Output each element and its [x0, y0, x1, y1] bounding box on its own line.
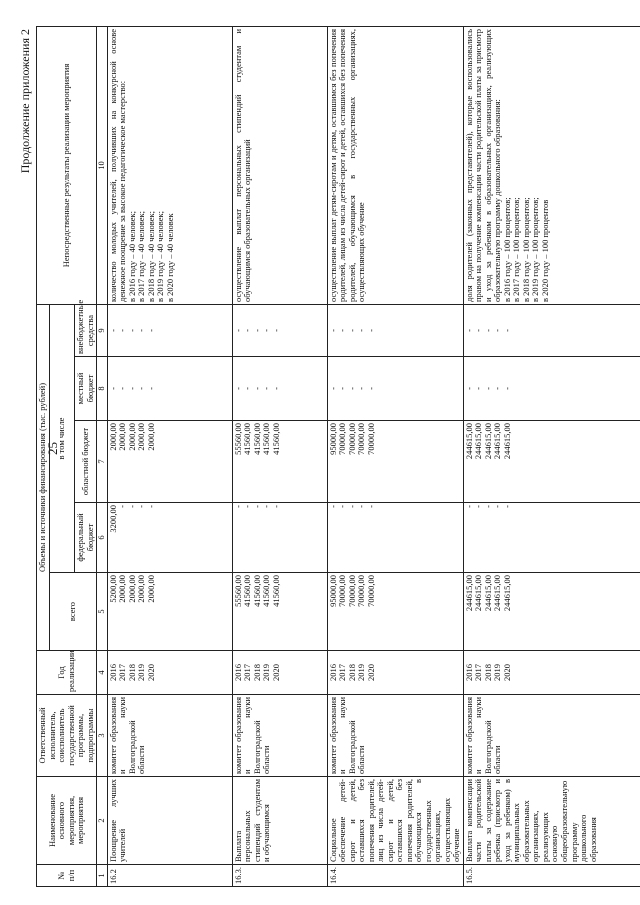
header-federal: федеральный бюджет	[75, 503, 97, 573]
total-value: 70000,00	[365, 575, 376, 607]
total-value: 70000,00	[337, 575, 348, 607]
header-name: Наименование основного мероприятия, мероприятия	[37, 777, 97, 865]
total-value: 244615,00	[501, 575, 512, 612]
federal-value: -	[251, 505, 262, 508]
federal-value: -	[365, 505, 376, 508]
activity-name: Поощрение лучших учителей	[107, 777, 232, 865]
cell-extra	[232, 305, 327, 357]
regional-value: 244615,00	[463, 423, 474, 460]
local-value: -	[136, 387, 147, 390]
activity-name: Выплата персональных стипендий студентам и обучающимся	[232, 777, 327, 865]
total-value: 2000,00	[117, 575, 128, 603]
cell-federal	[327, 503, 463, 573]
header-year: Год реализации	[37, 651, 97, 695]
cell-regional	[327, 421, 463, 503]
years-value: 2019	[261, 664, 272, 681]
result-line: в 2017 году – 40 человек;	[136, 210, 147, 302]
federal-value: -	[232, 505, 243, 508]
regional-value: 55560,00	[232, 423, 243, 455]
cell-extra	[107, 305, 232, 357]
continuation-title: Продолжение приложения 2	[18, 29, 32, 174]
federal-value: -	[492, 505, 503, 508]
years-value: 2019	[492, 664, 503, 681]
rotated-page-content	[18, 27, 628, 887]
years-value: 2018	[482, 664, 493, 681]
local-value: -	[126, 387, 137, 390]
cell-federal	[107, 503, 232, 573]
cell-total	[463, 573, 640, 651]
years-value: 2020	[501, 664, 512, 681]
total-value: 55560,00	[232, 575, 243, 607]
federal-value: -	[346, 505, 357, 508]
result-line: в 2016 году – 100 процентов;	[501, 197, 512, 302]
local-value: -	[242, 387, 253, 390]
years-value: 2016	[327, 664, 338, 681]
header-extra: внебюджетные средства	[75, 305, 97, 357]
result-line: в 2016 году – 40 человек;	[126, 210, 137, 302]
header-volumes: Объемы и источники финансирования (тыс. рублей)	[37, 305, 50, 651]
result-line: в 2018 году – 100 процентов;	[520, 197, 531, 302]
years-value: 2019	[136, 664, 147, 681]
cell-years	[232, 651, 327, 695]
table-row	[107, 27, 232, 887]
page-number: 25	[45, 442, 60, 455]
table-body	[97, 27, 640, 887]
row-number: 16.4.	[327, 865, 463, 887]
extra-value: -	[261, 329, 272, 332]
regional-value: 2000,00	[136, 423, 147, 451]
total-value: 244615,00	[463, 575, 474, 612]
cell-years	[463, 651, 640, 695]
total-value: 2000,00	[126, 575, 137, 603]
col-number: 4	[97, 651, 108, 695]
federal-value: -	[482, 505, 493, 508]
total-value: 41560,00	[251, 575, 262, 607]
regional-value: 70000,00	[337, 423, 348, 455]
col-number: 7	[97, 421, 108, 503]
result-line: в 2019 году – 100 процентов;	[530, 197, 541, 302]
results	[107, 27, 232, 305]
federal-value: -	[242, 505, 253, 508]
cell-years	[107, 651, 232, 695]
extra-value: -	[365, 329, 376, 332]
extra-value: -	[327, 329, 338, 332]
federal-value: -	[145, 505, 156, 508]
header-num: № п/п	[37, 865, 97, 887]
regional-value: 244615,00	[482, 423, 493, 460]
years-value: 2016	[463, 664, 474, 681]
extra-value: -	[251, 329, 262, 332]
result-line: осуществление выплат персональных стипендий студентам и обучающимся образовательных организаций	[232, 29, 253, 302]
years-value: 2017	[117, 664, 128, 681]
local-value: -	[337, 387, 348, 390]
extra-value: -	[242, 329, 253, 332]
extra-value: -	[463, 329, 474, 332]
regional-value: 70000,00	[365, 423, 376, 455]
local-value: -	[107, 387, 118, 390]
years-value: 2019	[356, 664, 367, 681]
executor: комитет образования и науки Волгоградской области	[327, 695, 463, 777]
regional-value: 2000,00	[126, 423, 137, 451]
regional-value: 95000,00	[327, 423, 338, 455]
years-value: 2018	[251, 664, 262, 681]
results	[463, 27, 640, 305]
cell-federal	[232, 503, 327, 573]
local-value: -	[261, 387, 272, 390]
total-value: 70000,00	[346, 575, 357, 607]
total-value: 244615,00	[473, 575, 484, 612]
results	[327, 27, 463, 305]
row-number: 16.2	[107, 865, 232, 887]
result-line: в 2017 году – 100 процентов;	[511, 197, 522, 302]
federal-value: -	[117, 505, 128, 508]
federal-value: -	[327, 505, 338, 508]
federal-value: -	[136, 505, 147, 508]
extra-value: -	[136, 329, 147, 332]
total-value: 244615,00	[492, 575, 503, 612]
local-value: -	[117, 387, 128, 390]
result-line: в 2020 году – 100 процентов	[539, 199, 550, 302]
regional-value: 41560,00	[251, 423, 262, 455]
years-value: 2020	[270, 664, 281, 681]
result-line: в 2019 году – 40 человек;	[155, 210, 166, 302]
total-value: 41560,00	[261, 575, 272, 607]
cell-total	[232, 573, 327, 651]
col-number: 9	[97, 305, 108, 357]
col-number: 5	[97, 573, 108, 651]
cell-regional	[463, 421, 640, 503]
federal-value: -	[126, 505, 137, 508]
extra-value: -	[117, 329, 128, 332]
result-line: доля родителей (законных представителей), которые воспользовались правом на получение компенсации части родительской платы за присмотр и уход за ребенком в образовательных организациях, реализующих образовательную программу дошкольного образования:	[463, 29, 503, 302]
years-value: 2020	[145, 664, 156, 681]
local-value: -	[356, 387, 367, 390]
extra-value: -	[107, 329, 118, 332]
local-value: -	[346, 387, 357, 390]
cell-total	[107, 573, 232, 651]
col-number: 2	[97, 777, 108, 865]
local-value: -	[145, 387, 156, 390]
local-value: -	[365, 387, 376, 390]
regional-value: 244615,00	[492, 423, 503, 460]
header-regional: областной бюджет	[75, 421, 97, 503]
regional-value: 2000,00	[145, 423, 156, 451]
result-line: количество молодых учителей, получивших на конкурсной основе денежное поощрение за высокое педагогическое мастерство:	[107, 29, 128, 302]
years-value: 2020	[365, 664, 376, 681]
result-line: в 2018 году – 40 человек;	[145, 210, 156, 302]
funding-table	[36, 26, 640, 887]
local-value: -	[501, 387, 512, 390]
extra-value: -	[473, 329, 484, 332]
total-value: 41560,00	[270, 575, 281, 607]
executor: комитет образования и науки Волгоградской области	[232, 695, 327, 777]
regional-value: 244615,00	[473, 423, 484, 460]
local-value: -	[473, 387, 484, 390]
extra-value: -	[482, 329, 493, 332]
executor: комитет образования и науки Волгоградской области	[463, 695, 640, 777]
years-value: 2018	[126, 664, 137, 681]
years-value: 2016	[232, 664, 243, 681]
result-line: осуществление выплат детям-сиротам и детям, оставшимся без попечения родителей, лицам из числа детей-сирот и детей, оставшихся без попечения родителей, обучающимся в государственных организациях, осуществляющих обучение	[327, 29, 367, 302]
activity-name: Выплата компенсации части родительской платы за содержание ребенка (присмотр и уход за ребенком) в муниципальных образовательных организациях, реализующих основную общеобразовательную программу дошкольного образования	[463, 777, 640, 865]
extra-value: -	[126, 329, 137, 332]
total-value: 5200,00	[107, 575, 118, 603]
extra-value: -	[145, 329, 156, 332]
federal-value: -	[356, 505, 367, 508]
extra-value: -	[270, 329, 281, 332]
row-number: 16.3.	[232, 865, 327, 887]
table-row	[463, 27, 640, 887]
total-value: 2000,00	[145, 575, 156, 603]
local-value: -	[492, 387, 503, 390]
federal-value: -	[463, 505, 474, 508]
header-results: Непосредственные результаты реализации мероприятия	[37, 27, 97, 305]
regional-value: 70000,00	[346, 423, 357, 455]
header-incl: в том числе	[49, 305, 75, 573]
total-value: 2000,00	[136, 575, 147, 603]
federal-value: -	[261, 505, 272, 508]
regional-value: 70000,00	[356, 423, 367, 455]
row-number: 16.5.	[463, 865, 640, 887]
extra-value: -	[232, 329, 243, 332]
extra-value: -	[337, 329, 348, 332]
regional-value: 41560,00	[270, 423, 281, 455]
regional-value: 2000,00	[117, 423, 128, 451]
column-number-row	[97, 27, 108, 887]
col-number: 1	[97, 865, 108, 887]
regional-value: 244615,00	[501, 423, 512, 460]
cell-federal	[463, 503, 640, 573]
years-value: 2017	[337, 664, 348, 681]
activity-name: Социальное обеспечение детей-сирот и детей, оставшихся без попечения родителей, лиц из числа детей-сирот и детей, оставшихся без попечения родителей, обучающихся в государственных организациях, осуществляющих обучение	[327, 777, 463, 865]
table-row	[327, 27, 463, 887]
cell-total	[327, 573, 463, 651]
cell-local	[232, 357, 327, 421]
col-number: 3	[97, 695, 108, 777]
cell-extra	[327, 305, 463, 357]
federal-value: -	[337, 505, 348, 508]
extra-value: -	[501, 329, 512, 332]
years-value: 2018	[346, 664, 357, 681]
cell-regional	[107, 421, 232, 503]
total-value: 95000,00	[327, 575, 338, 607]
cell-regional	[232, 421, 327, 503]
local-value: -	[327, 387, 338, 390]
total-value: 70000,00	[356, 575, 367, 607]
federal-value: -	[501, 505, 512, 508]
local-value: -	[270, 387, 281, 390]
cell-local	[463, 357, 640, 421]
cell-local	[327, 357, 463, 421]
total-value: 244615,00	[482, 575, 493, 612]
extra-value: -	[346, 329, 357, 332]
col-number: 6	[97, 503, 108, 573]
header-executor: Ответственный исполнитель, соисполнитель государственной программы, подпрограммы	[37, 695, 97, 777]
table-row	[232, 27, 327, 887]
years-value: 2017	[473, 664, 484, 681]
regional-value: 41560,00	[261, 423, 272, 455]
total-value: 41560,00	[242, 575, 253, 607]
federal-value: 3200,00	[107, 505, 118, 533]
results	[232, 27, 327, 305]
col-number: 8	[97, 357, 108, 421]
col-number: 10	[97, 27, 108, 305]
header-local: местный бюджет	[75, 357, 97, 421]
result-line: в 2020 году – 40 человек	[164, 213, 175, 302]
cell-extra	[463, 305, 640, 357]
federal-value: -	[473, 505, 484, 508]
years-value: 2016	[107, 664, 118, 681]
cell-years	[327, 651, 463, 695]
local-value: -	[463, 387, 474, 390]
executor: комитет образования и науки Волгоградской области	[107, 695, 232, 777]
extra-value: -	[356, 329, 367, 332]
local-value: -	[251, 387, 262, 390]
federal-value: -	[270, 505, 281, 508]
years-value: 2017	[242, 664, 253, 681]
local-value: -	[232, 387, 243, 390]
regional-value: 2000,00	[107, 423, 118, 451]
cell-local	[107, 357, 232, 421]
regional-value: 41560,00	[242, 423, 253, 455]
local-value: -	[482, 387, 493, 390]
extra-value: -	[492, 329, 503, 332]
header-total: всего	[49, 573, 97, 651]
